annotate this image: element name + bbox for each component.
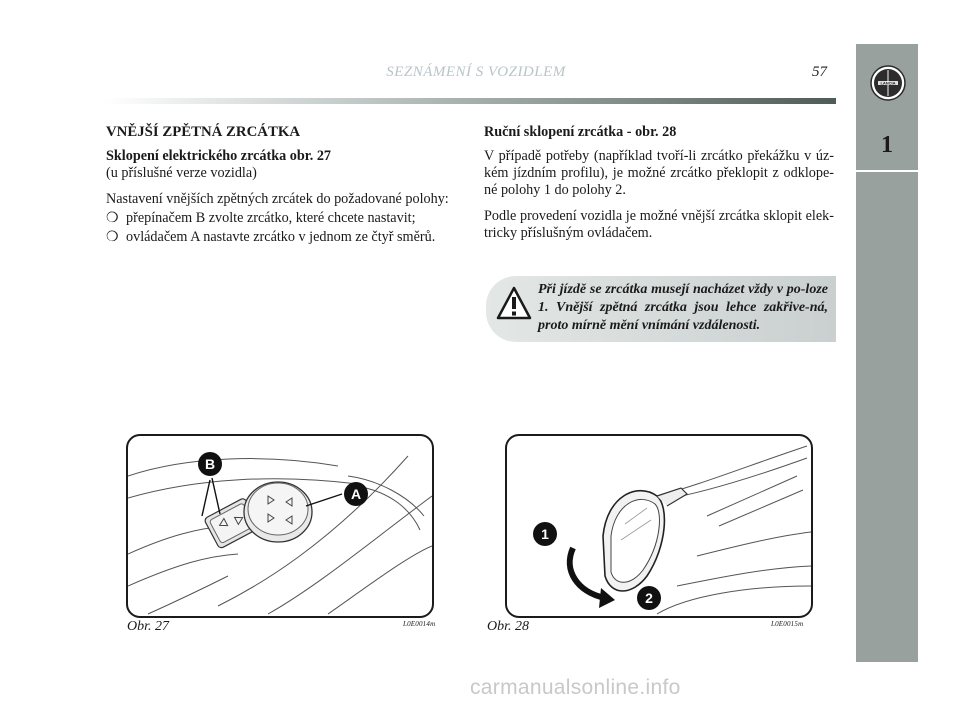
bullet-circle-icon: ❍ <box>106 230 119 245</box>
page-number: 57 <box>812 64 827 80</box>
subsection-heading: Sklopení elektrického zrcátka obr. 27 <box>106 148 332 164</box>
subsection-heading: Ruční sklopení zrcátka - obr. 28 <box>484 124 677 140</box>
right-text-column <box>484 124 834 242</box>
chapter-number: 1 <box>881 132 893 158</box>
list-item-text: ovládačem A nastavte zrcátko v jednom ze čtyř směrů. <box>126 229 436 245</box>
paragraph: V případě potřeby (například tvoří-li zrcátko překážku v úz-kém jízdním profilu), je možné zrcátko překlopit z odklope-né polohy 1 do polohy 2. <box>484 148 834 198</box>
figure-mirror-folding <box>505 434 813 618</box>
figure-caption: Obr. 27 <box>127 619 170 634</box>
warning-triangle-icon <box>496 286 532 320</box>
figure-code: L0E0015m <box>771 620 804 628</box>
list-item <box>106 229 456 246</box>
section-heading: VNĚJŠÍ ZPĚTNÁ ZRCÁTKA <box>106 124 301 140</box>
position-label-2: 2 <box>645 590 653 606</box>
list-item-text: přepínačem B zvolte zrcátko, které chcete nastavit; <box>126 210 416 226</box>
mirror-switch-illustration <box>128 436 432 616</box>
header-rule <box>104 98 836 104</box>
site-watermark: carmanualsonline.info <box>470 676 681 699</box>
svg-text:LANCIA: LANCIA <box>880 80 896 86</box>
side-tab-divider <box>856 170 918 172</box>
intro-paragraph: Nastavení vnějších zpětných zrcátek do požadované polohy: <box>106 191 449 207</box>
left-text-column <box>106 124 456 246</box>
warning-text: Při jízdě se zrcátka musejí nacházet vždy v po-loze 1. Vnější zpětná zrcátka jsou lehce zakřive-ná, proto mírně mění vnímání vzdálenosti. <box>538 282 828 333</box>
list-item <box>106 210 456 227</box>
mirror-fold-illustration <box>507 436 811 616</box>
running-header-title: SEZNÁMENÍ S VOZIDLEM <box>386 64 566 80</box>
lancia-logo-icon <box>869 64 907 102</box>
bullet-circle-icon: ❍ <box>106 211 119 226</box>
figure-caption: Obr. 28 <box>487 619 530 634</box>
paragraph: Podle provedení vozidla je možné vnější zrcátka sklopit elek-tricky příslušným ovládačem. <box>484 208 834 241</box>
callout-label-b: B <box>204 456 216 472</box>
callout-label-a: A <box>350 486 362 502</box>
figure-code: L0E0014m <box>403 620 436 628</box>
figure-mirror-controls <box>126 434 434 618</box>
version-note: (u příslušné verze vozidla) <box>106 165 257 181</box>
position-label-1: 1 <box>541 526 549 542</box>
